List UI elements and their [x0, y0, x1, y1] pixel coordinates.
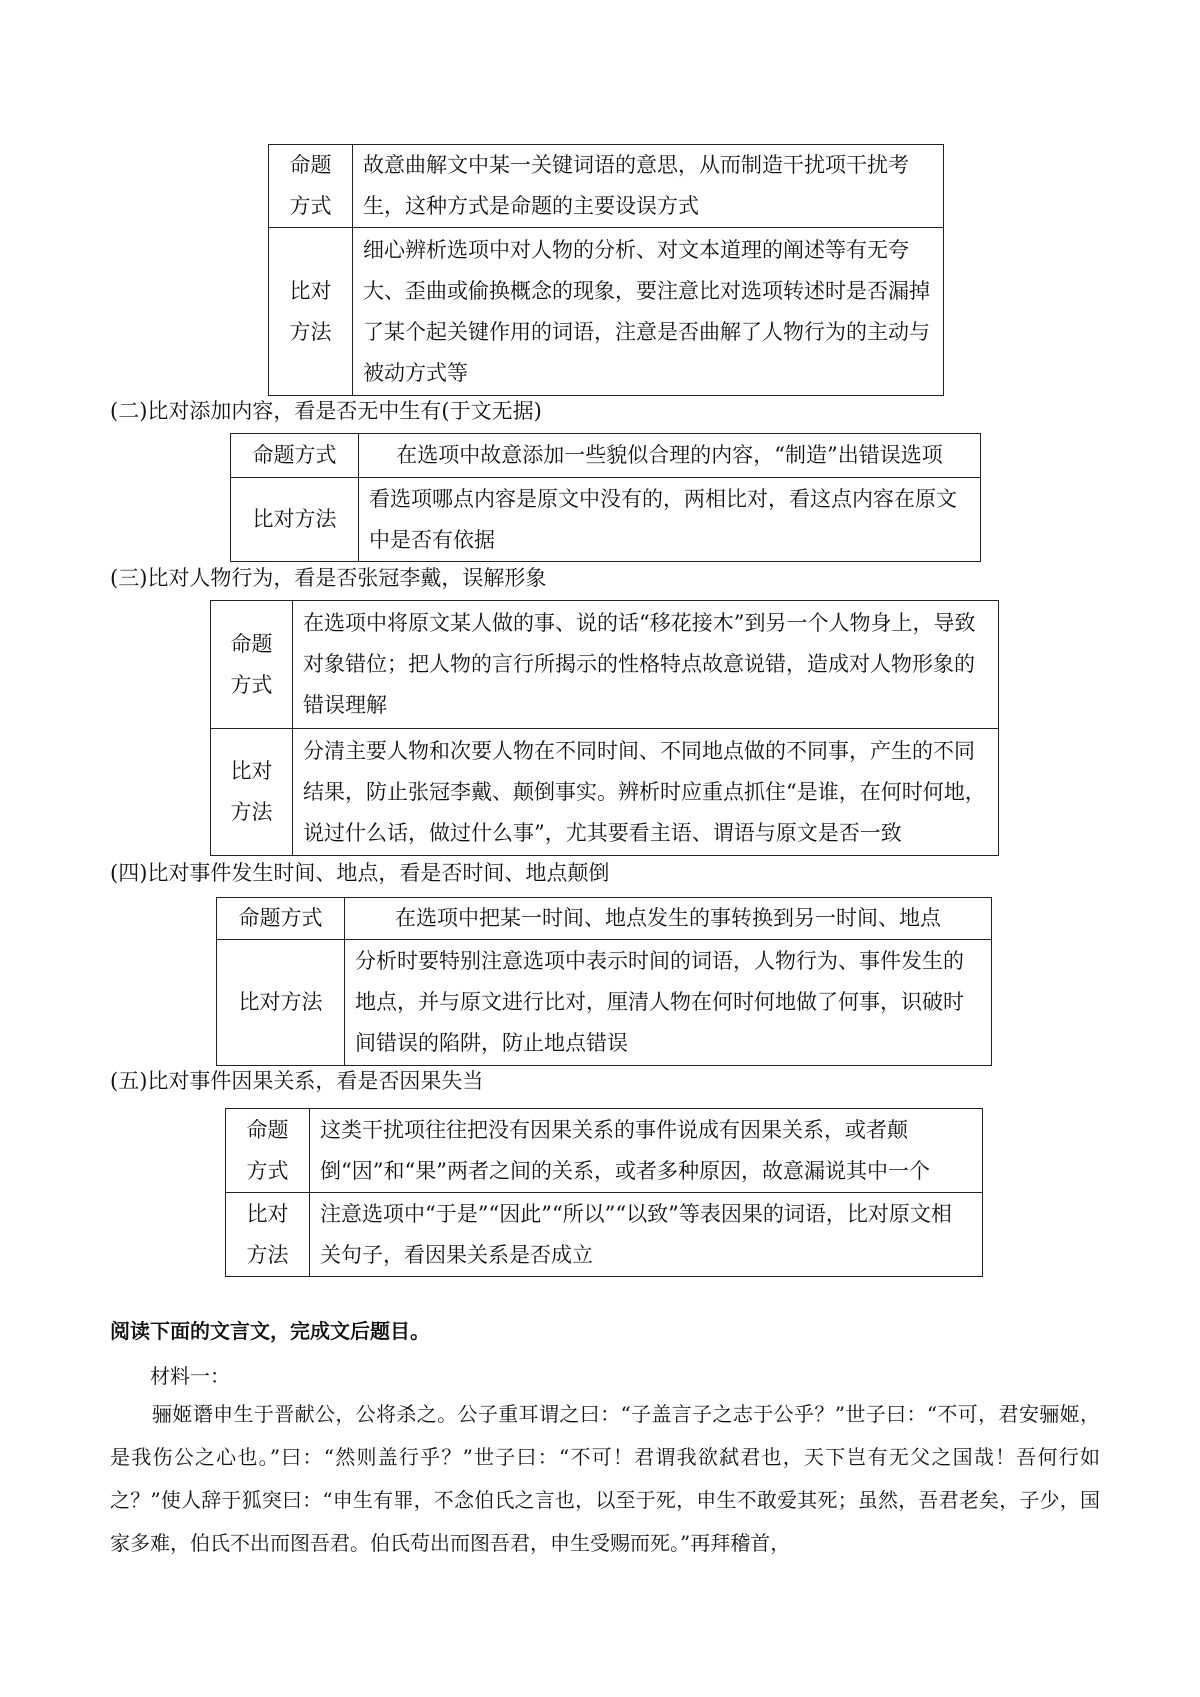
table-4-row2-text: 分析时要特别注意选项中表示时间的词语，人物行为、事件发生的地点，并与原文进行比对，厘清人物在何时何地做了何事，识破时间错误的陷阱，防止地点错误 — [345, 940, 992, 1066]
material-paragraph: 骊姬谮申生于晋献公，公将杀之。公子重耳谓之曰：“子盖言子之志于公乎？”世子曰：“不可，君安骊姬，是我伤公之心也。”曰：“然则盖行乎？”世子曰：“不可！君谓我欲弑君也，天下岂有无父之国哉！吾何行如之？”使人辞于狐突曰：“申生有罪，不念伯氏之言也，以至于死，申生不敢爱其死；虽然，吾君老矣，子少，国家多难，伯氏不出而图吾君。伯氏苟出而图吾君，申生受赐而死。”再拜稽首， — [110, 1402, 1100, 1555]
table-1-row1-text: 故意曲解文中某一关键词语的意思，从而制造干扰项干扰考生，这种方式是命题的主要设误方式 — [353, 145, 944, 228]
table-1 — [268, 144, 944, 396]
table-5-row2-label: 比对 方法 — [226, 1193, 310, 1277]
table-4 — [216, 897, 992, 1066]
table-4-row1-label: 命题方式 — [217, 898, 345, 940]
table-5-row2-text: 注意选项中“于是”“因此”“所以”“以致”等表因果的词语，比对原文相关句子，看因果关系是否成立 — [310, 1193, 983, 1277]
table-5-row1-label: 命题 方式 — [226, 1109, 310, 1193]
table-3 — [210, 600, 999, 856]
table-1-row2-text: 细心辨析选项中对人物的分析、对文本道理的阐述等有无夸大、歪曲或偷换概念的现象，要注意比对选项转述时是否漏掉了某个起关键作用的词语，注意是否曲解了人物行为的主动与被动方式等 — [353, 228, 944, 396]
section-5-heading: (五)比对事件因果关系，看是否因果失当 — [110, 1069, 484, 1093]
table-1-row2-label: 比对 方法 — [269, 228, 353, 396]
table-2-row2-text: 看选项哪点内容是原文中没有的，两相比对，看这点内容在原文中是否有依据 — [359, 478, 981, 562]
table-3-row1-text: 在选项中将原文某人做的事、说的话“移花接木”到另一个人物身上，导致对象错位；把人物的言行所揭示的性格特点故意说错，造成对人物形象的错误理解 — [293, 601, 999, 729]
table-2-row1-text: 在选项中故意添加一些貌似合理的内容，“制造”出错误选项 — [359, 434, 981, 478]
table-2-row2-label: 比对方法 — [231, 478, 359, 562]
table-3-row2-label: 比对 方法 — [211, 729, 293, 856]
table-4-row1-text: 在选项中把某一时间、地点发生的事转换到另一时间、地点 — [345, 898, 992, 940]
table-2 — [230, 433, 981, 562]
section-4-heading: (四)比对事件发生时间、地点，看是否时间、地点颠倒 — [110, 861, 610, 885]
table-3-row1-label: 命题 方式 — [211, 601, 293, 729]
table-1-row1-label: 命题 方式 — [269, 145, 353, 228]
table-4-row2-label: 比对方法 — [217, 940, 345, 1066]
table-5-row1-text: 这类干扰项往往把没有因果关系的事件说成有因果关系，或者颠倒“因”和“果”两者之间的关系，或者多种原因，故意漏说其中一个 — [310, 1109, 983, 1193]
section-2-heading: (二)比对添加内容，看是否无中生有(于文无据) — [110, 399, 542, 423]
reading-instruction: 阅读下面的文言文，完成文后题目。 — [110, 1319, 430, 1343]
table-2-row1-label: 命题方式 — [231, 434, 359, 478]
material-label: 材料一： — [150, 1364, 230, 1388]
table-3-row2-text: 分清主要人物和次要人物在不同时间、不同地点做的不同事，产生的不同结果，防止张冠李戴、颠倒事实。辨析时应重点抓住“是谁，在何时何地，说过什么话，做过什么事”，尤其要看主语、谓语与原文是否一致 — [293, 729, 999, 856]
table-5 — [225, 1108, 983, 1277]
section-3-heading: (三)比对人物行为，看是否张冠李戴，误解形象 — [110, 566, 547, 590]
